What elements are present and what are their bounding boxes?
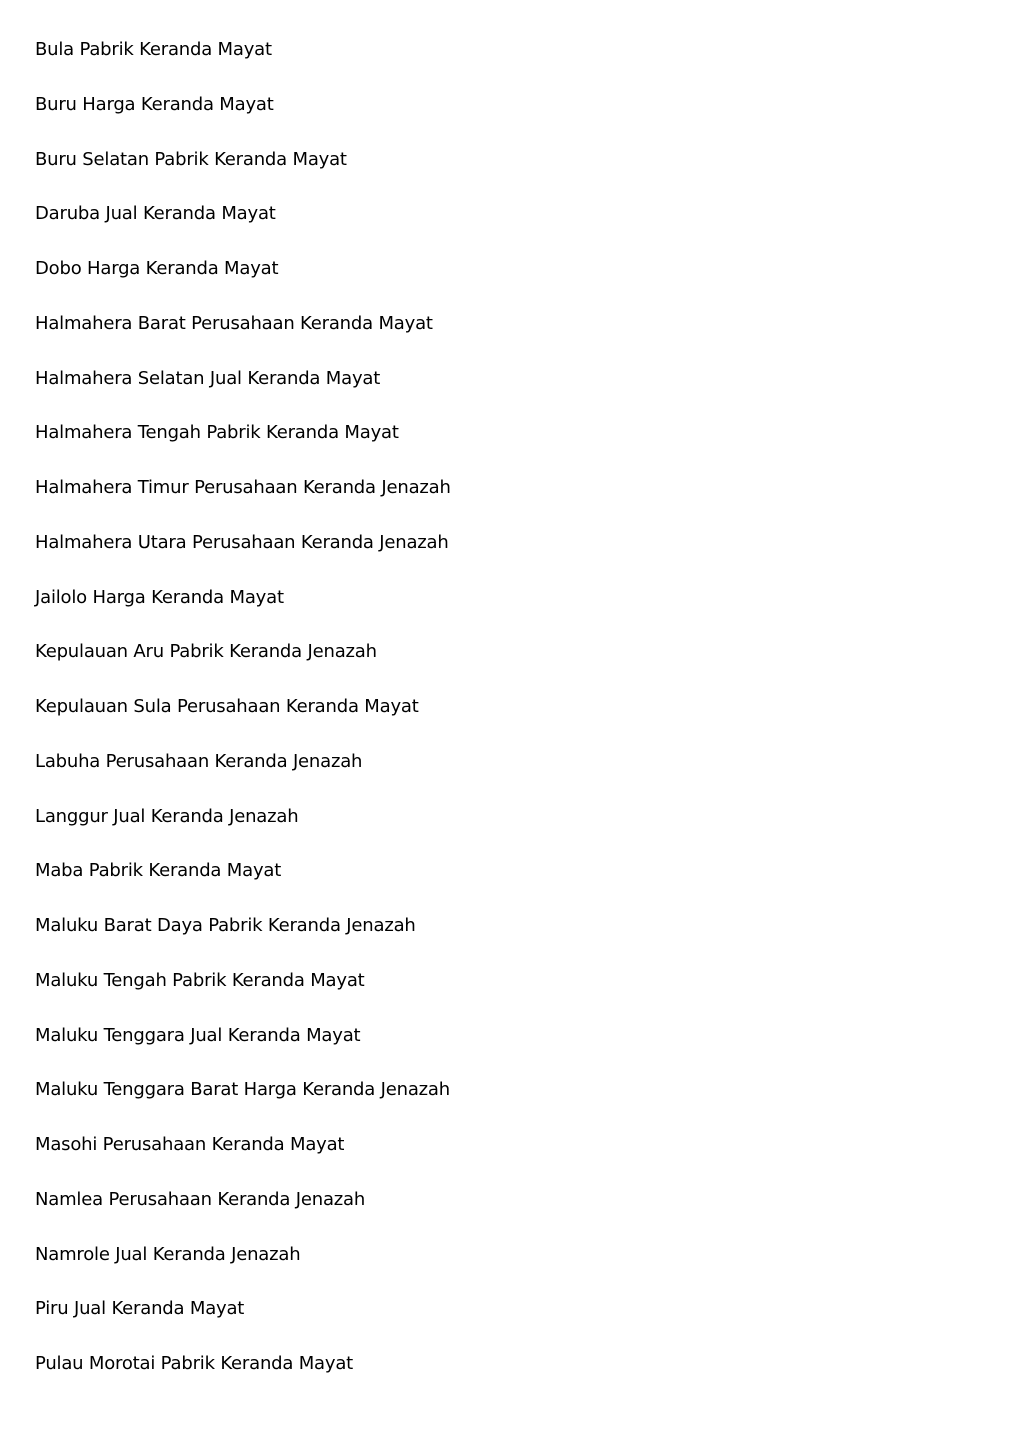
location-link[interactable]: Daruba Jual Keranda Mayat [35, 203, 276, 225]
location-link[interactable]: Halmahera Tengah Pabrik Keranda Mayat [35, 422, 399, 444]
location-link[interactable]: Buru Selatan Pabrik Keranda Mayat [35, 148, 347, 170]
location-link[interactable]: Halmahera Barat Perusahaan Keranda Mayat [35, 312, 433, 334]
list-item [35, 1023, 451, 1078]
list-item [35, 366, 451, 421]
list-item [35, 475, 451, 530]
location-link[interactable]: Halmahera Selatan Jual Keranda Mayat [35, 367, 381, 389]
list-item [35, 1132, 451, 1187]
list-item [35, 858, 451, 913]
list-item [35, 585, 451, 640]
location-link[interactable]: Piru Jual Keranda Mayat [35, 1298, 245, 1320]
location-link[interactable]: Namlea Perusahaan Keranda Jenazah [35, 1188, 366, 1210]
list-item [35, 1242, 451, 1297]
list-item [35, 530, 451, 585]
location-link[interactable]: Pulau Morotai Pabrik Keranda Mayat [35, 1353, 354, 1374]
list-item [35, 147, 451, 202]
location-link[interactable]: Jailolo Harga Keranda Mayat [35, 586, 284, 608]
location-link[interactable]: Labuha Perusahaan Keranda Jenazah [35, 750, 363, 772]
location-link-list [35, 37, 451, 1406]
location-link[interactable]: Maluku Tenggara Barat Harga Keranda Jenazah [35, 1079, 450, 1101]
list-item [35, 1296, 451, 1351]
location-link[interactable]: Bula Pabrik Keranda Mayat [35, 39, 272, 60]
list-item [35, 420, 451, 475]
list-item [35, 749, 451, 804]
location-link[interactable]: Maluku Tenggara Jual Keranda Mayat [35, 1024, 361, 1046]
location-link[interactable]: Masohi Perusahaan Keranda Mayat [35, 1134, 345, 1155]
location-link[interactable]: Maluku Tengah Pabrik Keranda Mayat [35, 969, 365, 991]
list-item [35, 639, 451, 694]
location-link[interactable]: Kepulauan Aru Pabrik Keranda Jenazah [35, 641, 377, 663]
location-link[interactable]: Maba Pabrik Keranda Mayat [35, 860, 282, 882]
location-link[interactable]: Halmahera Timur Perusahaan Keranda Jenazah [35, 477, 451, 498]
list-item [35, 92, 451, 147]
location-link[interactable]: Kepulauan Sula Perusahaan Keranda Mayat [35, 696, 419, 717]
location-link[interactable]: Namrole Jual Keranda Jenazah [35, 1243, 301, 1265]
list-item [35, 37, 451, 92]
list-item [35, 256, 451, 311]
list-item [35, 1351, 451, 1406]
location-link[interactable]: Maluku Barat Daya Pabrik Keranda Jenazah [35, 915, 416, 936]
location-link[interactable]: Buru Harga Keranda Mayat [35, 93, 274, 115]
list-item [35, 804, 451, 859]
location-link[interactable]: Langgur Jual Keranda Jenazah [35, 805, 299, 827]
list-item [35, 1187, 451, 1242]
list-item [35, 694, 451, 749]
list-item [35, 201, 451, 256]
location-link[interactable]: Dobo Harga Keranda Mayat [35, 258, 279, 279]
list-item [35, 1077, 451, 1132]
list-item [35, 968, 451, 1023]
location-link[interactable]: Halmahera Utara Perusahaan Keranda Jenazah [35, 531, 449, 553]
list-item [35, 311, 451, 366]
list-item [35, 913, 451, 968]
